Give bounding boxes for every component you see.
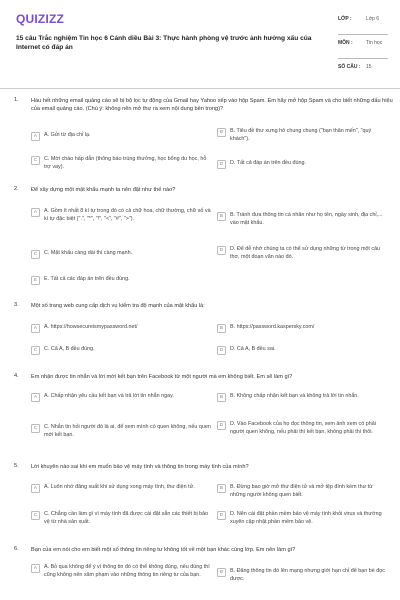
meta-mon-label: MÔN : — [338, 40, 353, 46]
question-3 — [14, 302, 394, 360]
option-letter-box[interactable]: E — [31, 276, 40, 285]
answer-option-b[interactable] — [217, 324, 389, 333]
answer-option-a[interactable] — [31, 208, 211, 223]
answer-option-d[interactable] — [217, 160, 389, 169]
option-letter-box[interactable]: D — [217, 421, 226, 430]
answer-option-c[interactable] — [31, 250, 211, 259]
meta-mon — [338, 40, 388, 46]
answer-option-b[interactable] — [217, 128, 389, 143]
meta-socau-value: 15 — [366, 64, 372, 70]
question-number: 3. — [14, 302, 19, 308]
answer-option-b[interactable] — [217, 484, 389, 499]
option-letter-box[interactable]: C — [31, 156, 40, 165]
answer-option-a[interactable] — [31, 393, 211, 402]
option-letter-box[interactable]: C — [31, 250, 40, 259]
option-letter-box[interactable]: A — [31, 132, 40, 141]
question-text: Để xây dựng một mật khẩu mạnh ta nên đặt như thế nào? — [31, 187, 176, 193]
option-text: A. Chấp nhận yêu cầu kết bạn và trả lời tin nhắn ngay. — [44, 393, 174, 399]
option-letter-box[interactable]: D — [217, 246, 226, 255]
option-text: C. Chẳng cần làm gì vì máy tính đã được cài đặt sẵn các thiết bị bảo vệ từ nhà sản xuất. — [44, 511, 209, 525]
option-letter-box[interactable]: C — [31, 424, 40, 433]
meta-lop — [338, 16, 388, 22]
answer-option-b[interactable] — [217, 212, 389, 227]
option-letter-box[interactable]: B — [217, 568, 226, 577]
option-letter-box[interactable]: B — [217, 128, 226, 137]
header-divider — [0, 88, 400, 89]
option-text: A. https://howsecureismypassword.net/ — [44, 324, 138, 330]
question-number: 4. — [14, 373, 19, 379]
option-letter-box[interactable]: B — [217, 484, 226, 493]
answer-option-c[interactable] — [31, 511, 211, 526]
question-number: 6. — [14, 546, 19, 552]
option-letter-box[interactable]: D — [217, 346, 226, 355]
option-text: A. Bỏ qua không để ý vì thông tin đó có thể không đúng, nếu đúng thì cũng không nên xâm phạm vào những thông tin riêng tư của bạn. — [44, 564, 210, 578]
worksheet-meta — [338, 12, 388, 82]
answer-option-a[interactable] — [31, 324, 211, 333]
answer-option-d[interactable] — [217, 246, 389, 261]
meta-mon-value: Tin học — [366, 40, 383, 46]
question-number: 1. — [14, 97, 19, 103]
meta-socau — [338, 64, 388, 70]
meta-lop-label: LỚP : — [338, 16, 352, 22]
option-letter-box[interactable]: C — [31, 346, 40, 355]
option-text: C. Mật khẩu càng dài thì càng mạnh. — [44, 250, 133, 256]
answer-option-b[interactable] — [217, 393, 389, 402]
option-text: C. Cả A, B đều đúng. — [44, 346, 95, 352]
option-text: D. Nên cài đặt phần mềm bảo vệ máy tính khỏi virus và thường xuyên cập nhật phần mềm bảo vệ. — [230, 511, 382, 525]
question-text: Lời khuyên nào sai khi em muốn bảo vệ máy tính và thông tin trong máy tính của mình? — [31, 464, 249, 470]
option-text: D. Tất cả đáp án trên đều đúng. — [230, 160, 307, 166]
quizizz-logo: QUIZIZZ — [16, 12, 65, 26]
question-text: Hàu hết những email quảng cáo sẽ bị bộ lọc tự động của Gmail hay Yahoo xếp vào hộp Spam. Em hãy mở hộp Spam và cho biết những dấu hiệu của email quảng cáo. (Chú ý: không nên mở thư ra xem nội dung bên trong)? — [31, 98, 393, 112]
answer-option-a[interactable] — [31, 484, 211, 493]
question-4 — [14, 373, 394, 458]
answer-option-a[interactable] — [31, 564, 211, 579]
worksheet-header — [16, 12, 386, 82]
option-letter-box[interactable]: D — [217, 511, 226, 520]
meta-divider — [338, 34, 388, 35]
answer-option-d[interactable] — [217, 511, 389, 526]
option-letter-box[interactable]: A — [31, 564, 40, 573]
option-text: B. Đừng bao giờ mở thư điện tử và mở tệp đính kèm thư từ những người không quen biết. — [230, 484, 373, 498]
question-2 — [14, 186, 394, 296]
option-letter-box[interactable]: A — [31, 208, 40, 217]
option-letter-box[interactable]: B — [217, 393, 226, 402]
meta-lop-value: Lớp 6 — [366, 16, 380, 22]
question-number: 2. — [14, 186, 19, 192]
option-text: A. Gồm ít nhất 8 kí tự trong đó có cả chữ hoa, chữ thường, chữ số và kí tự đặc biệt (".", "*", "!", "<", "#", ">"). — [44, 208, 211, 222]
answer-option-b[interactable] — [217, 568, 389, 583]
answer-option-e[interactable] — [31, 276, 211, 285]
question-text: Một số trang web cung cấp dịch vụ kiểm tra độ mạnh của mật khẩu là: — [31, 303, 205, 309]
option-text: D. Để dễ nhớ chúng ta có thể sử dụng những từ trong một câu thơ, một đoạn văn nào đó. — [230, 246, 381, 260]
question-number: 5. — [14, 463, 19, 469]
answer-option-a[interactable] — [31, 132, 211, 141]
meta-divider — [338, 58, 388, 59]
option-letter-box[interactable]: A — [31, 393, 40, 402]
option-letter-box[interactable]: A — [31, 324, 40, 333]
option-text: D. Vào Facebook của họ đọc thông tin, xem ảnh xem có phải người quen không, nếu phải thì kết bạn, không phải thì thôi. — [230, 421, 376, 435]
option-text: C. Mời chào hấp dẫn (thông báo trúng thưởng, học bổng du học, hỗ trợ vay). — [44, 156, 207, 170]
option-text: A. Luôn nhớ đăng xuất khi sử dụng xong máy tính, thư điện tử. — [44, 484, 195, 490]
option-text: D. Cả A, B đều sai. — [230, 346, 276, 352]
option-text: B. Tiêu đề thư xưng hô chung chung ("bạn thân mến", "quý khách"). — [230, 128, 372, 142]
answer-option-c[interactable] — [31, 424, 211, 439]
option-letter-box[interactable]: C — [31, 511, 40, 520]
option-text: E. Tất cả các đáp án trên đều đúng. — [44, 276, 130, 282]
answer-option-d[interactable] — [217, 421, 389, 436]
option-text: B. Đăng thông tin đó lên mạng nhưng giới hạn chỉ để bạn bè đọc được. — [230, 568, 385, 582]
worksheet-title: 15 câu Trắc nghiệm Tin học 6 Cánh diều Bài 3: Thực hành phòng vệ trước ảnh hưởng xấu của Internet có đáp án — [16, 35, 312, 51]
option-letter-box[interactable]: B — [217, 212, 226, 221]
option-text: B. Không chấp nhận kết bạn và không trả lời tin nhắn. — [230, 393, 359, 399]
answer-option-c[interactable] — [31, 346, 211, 355]
meta-socau-label: SỐ CÂU : — [338, 64, 361, 70]
option-text: B. https://password.kaspersky.com/ — [230, 324, 315, 330]
option-letter-box[interactable]: D — [217, 160, 226, 169]
answer-option-d[interactable] — [217, 346, 389, 355]
option-letter-box[interactable]: B — [217, 324, 226, 333]
option-text: B. Tránh đưa thông tin cá nhân như họ tên, ngày sinh, địa chỉ,... vào mật khẩu. — [230, 212, 383, 226]
question-5 — [14, 463, 394, 543]
question-1 — [14, 97, 394, 177]
question-text: Bạn của em nói cho em biết một số thông tin riêng tư không tốt về một bạn khác cùng lớp. Em nên làm gì? — [31, 547, 296, 553]
option-text: C. Nhắn tin hỏi người đó là ai, để xem mình có quen không, nếu quen mới kết bạn. — [44, 424, 211, 438]
option-letter-box[interactable]: A — [31, 484, 40, 493]
question-6 — [14, 546, 394, 600]
option-text: A. Gửi từ địa chỉ lạ. — [44, 132, 91, 138]
answer-option-c[interactable] — [31, 156, 211, 171]
question-text: Em nhận được tin nhắn và lời mời kết bạn trên Facebook từ một người mà em không biết. Em sẽ làm gì? — [31, 374, 293, 380]
